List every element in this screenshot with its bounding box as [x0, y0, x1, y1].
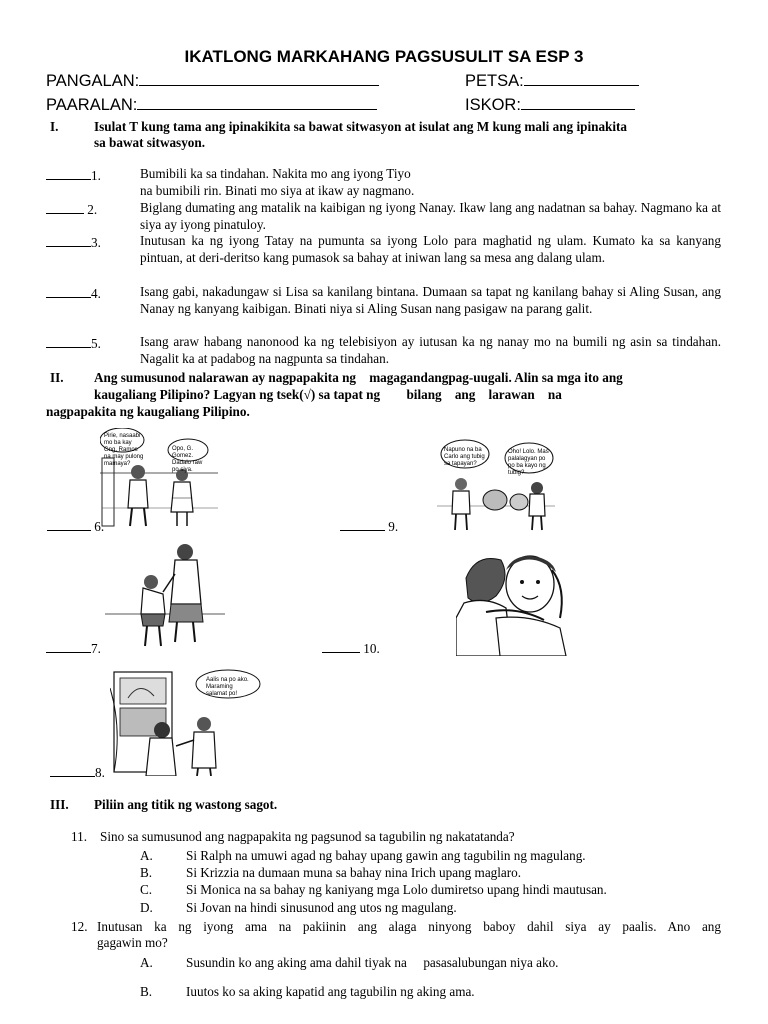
- answer-blank[interactable]: [46, 167, 91, 180]
- section2-instruction-line3: nagpapakita ng kaugaliang Pilipino.: [46, 404, 250, 419]
- school-blank[interactable]: [137, 95, 377, 110]
- question-12-text-line2: gagawin mo?: [97, 935, 168, 950]
- section3-number: III.: [50, 797, 69, 812]
- score-blank[interactable]: [521, 95, 635, 110]
- section2-instruction-line2: kaugaliang Pilipino? Lagyan ng tsek(√) sa tapat ng bilang ang larawan na: [94, 387, 562, 402]
- answer-blank[interactable]: [46, 335, 91, 348]
- question-12-number: 12.: [71, 919, 88, 934]
- section1-instruction-line1: Isulat T kung tama ang ipinakikita sa bawat sitwasyon at isulat ang M kung mali ang ipinakita: [94, 119, 628, 134]
- name-field[interactable]: [46, 71, 379, 91]
- question-11-choice-d-text: Si Jovan na hindi sinusunod ang utos ng magulang.: [186, 900, 457, 915]
- item-7-answer[interactable]: 7.: [46, 640, 101, 657]
- question-11-choice-a[interactable]: A.: [140, 848, 153, 863]
- section1-instruction-line2: sa bawat sitwasyon.: [94, 135, 206, 150]
- page-title: IKATLONG MARKAHANG PAGSUSULIT SA ESP 3: [184, 47, 584, 66]
- picture-8-bubble: Aalis na po ako. Maraming salamat po!: [206, 677, 249, 697]
- picture-9-bubble-right: Oho! Lolo. Mas palalagyan po po ba kayo ng tubig?: [508, 449, 549, 476]
- item-5-answer[interactable]: 5.: [46, 335, 101, 352]
- item-6-answer[interactable]: 6.: [47, 518, 104, 535]
- item-4-answer[interactable]: 4.: [46, 285, 101, 302]
- question-11-choice-c-text: Si Monica na sa bahay ng kaniyang mga Lolo dumiretso upang hindi mautusan.: [186, 882, 607, 897]
- answer-blank[interactable]: [322, 640, 360, 653]
- question-11-choice-b-text: Si Krizzia na dumaan muna sa bahay nina Irich upang maglaro.: [186, 865, 522, 880]
- question-12-choice-a-text: Susundin ko ang aking ama dahil tiyak na pasasalubungan niya ako.: [186, 955, 559, 970]
- section2-instruction-line1: Ang sumusunod nalarawan ay nagpapakita ng magagandangpag-uugali. Alin sa mga ito ang: [94, 370, 623, 385]
- question-12-choice-a[interactable]: A.: [140, 955, 153, 970]
- picture-7-illustration: [105, 542, 225, 650]
- item-3-answer[interactable]: 3.: [46, 234, 101, 251]
- name-blank[interactable]: [139, 71, 379, 86]
- section3-instruction: Piliin ang titik ng wastong sagot.: [94, 797, 278, 812]
- question-12-text-line1: Inutusan ka ng iyong ama na pakiinin ang alaga ninyong baboy dahil siya ay paalis. Ano ang: [97, 919, 721, 934]
- item-3-text: Inutusan ka ng iyong Tatay na pumunta sa iyong Lolo para maghatid ng ulam. Kumato ka sa kanyang pintuan, at deri-deritso kang pumasok sa bahay at iniwan lang sa mesa ang dalang ulam.: [140, 233, 721, 265]
- item-10-answer[interactable]: 10.: [322, 640, 380, 657]
- picture-10-illustration: [456, 548, 570, 656]
- question-11-choice-c[interactable]: C.: [140, 882, 153, 897]
- question-11-text: Sino sa sumusunod ang nagpapakita ng pagsunod sa tagubilin ng nakatatanda?: [100, 829, 515, 844]
- score-label: ISKOR:: [465, 96, 521, 114]
- date-field[interactable]: [465, 71, 639, 91]
- question-11-choice-a-text: Si Ralph na umuwi agad ng bahay upang gawin ang tagubilin ng magulang.: [186, 848, 586, 863]
- item-5-text: Isang araw habang nanonood ka ng telebisiyon ay iutusan ka ng nanay mo na bumili ng asin sa tindahan. Nagalit ka at padabog na nagpunta sa tindahan.: [140, 334, 721, 366]
- answer-blank[interactable]: [340, 518, 385, 531]
- picture-6-bubble-right: Opo, G. Gomez. Dadalo raw po siya.: [172, 446, 203, 473]
- answer-blank[interactable]: [46, 234, 91, 247]
- item-4-text: Isang gabi, nakadungaw si Lisa sa kanilang bintana. Dumaan sa tapat ng kanilang bahay si Aling Susan, ang Nanay ng kanyang kaibigan. Binati niya si Aling Susan nang pasigaw na parang galit.: [140, 284, 721, 316]
- school-field[interactable]: [46, 95, 377, 115]
- question-11-number: 11.: [71, 829, 87, 844]
- picture-6-bubble-left: Pirie, nasaabi mo ba kay Gng. Ramos na may pulong mamaya?: [104, 433, 144, 467]
- answer-blank[interactable]: [47, 518, 91, 531]
- section1-number: I.: [50, 119, 59, 134]
- date-blank[interactable]: [524, 71, 639, 86]
- question-11-choice-b[interactable]: B.: [140, 865, 153, 880]
- item-2-text: Biglang dumating ang matalik na kaibigan ng iyong Nanay. Ikaw lang ang nadatnan sa bahay. Nagmano ka at siya ay iyong pinatuloy.: [140, 200, 721, 232]
- school-label: PAARALAN:: [46, 96, 138, 114]
- item-9-answer[interactable]: 9.: [340, 518, 398, 535]
- item-1-answer[interactable]: 1.: [46, 167, 101, 184]
- name-label: PANGALAN:: [46, 72, 140, 90]
- answer-blank[interactable]: [46, 640, 91, 653]
- answer-blank[interactable]: [50, 764, 95, 777]
- item-1-text: Bumibili ka sa tindahan. Nakita mo ang iyong Tiyo na bumibili rin. Binati mo siya at ikaw ay nagmano.: [140, 166, 415, 198]
- answer-blank[interactable]: [46, 285, 91, 298]
- answer-blank[interactable]: [46, 201, 84, 214]
- date-label: PETSA:: [465, 72, 524, 90]
- score-field[interactable]: [465, 95, 635, 115]
- question-11-choice-d[interactable]: D.: [140, 900, 153, 915]
- question-12-choice-b[interactable]: B.: [140, 984, 153, 999]
- question-12-choice-b-text: Iuutos ko sa aking kapatid ang tagubilin ng aking ama.: [186, 984, 475, 999]
- picture-9-bubble-left: Napuno na ba Carlo ang tubig sa tapayan?: [444, 447, 485, 467]
- item-8-answer[interactable]: 8.: [50, 764, 105, 781]
- item-2-answer[interactable]: 2.: [46, 201, 97, 218]
- section2-number: II.: [50, 370, 64, 385]
